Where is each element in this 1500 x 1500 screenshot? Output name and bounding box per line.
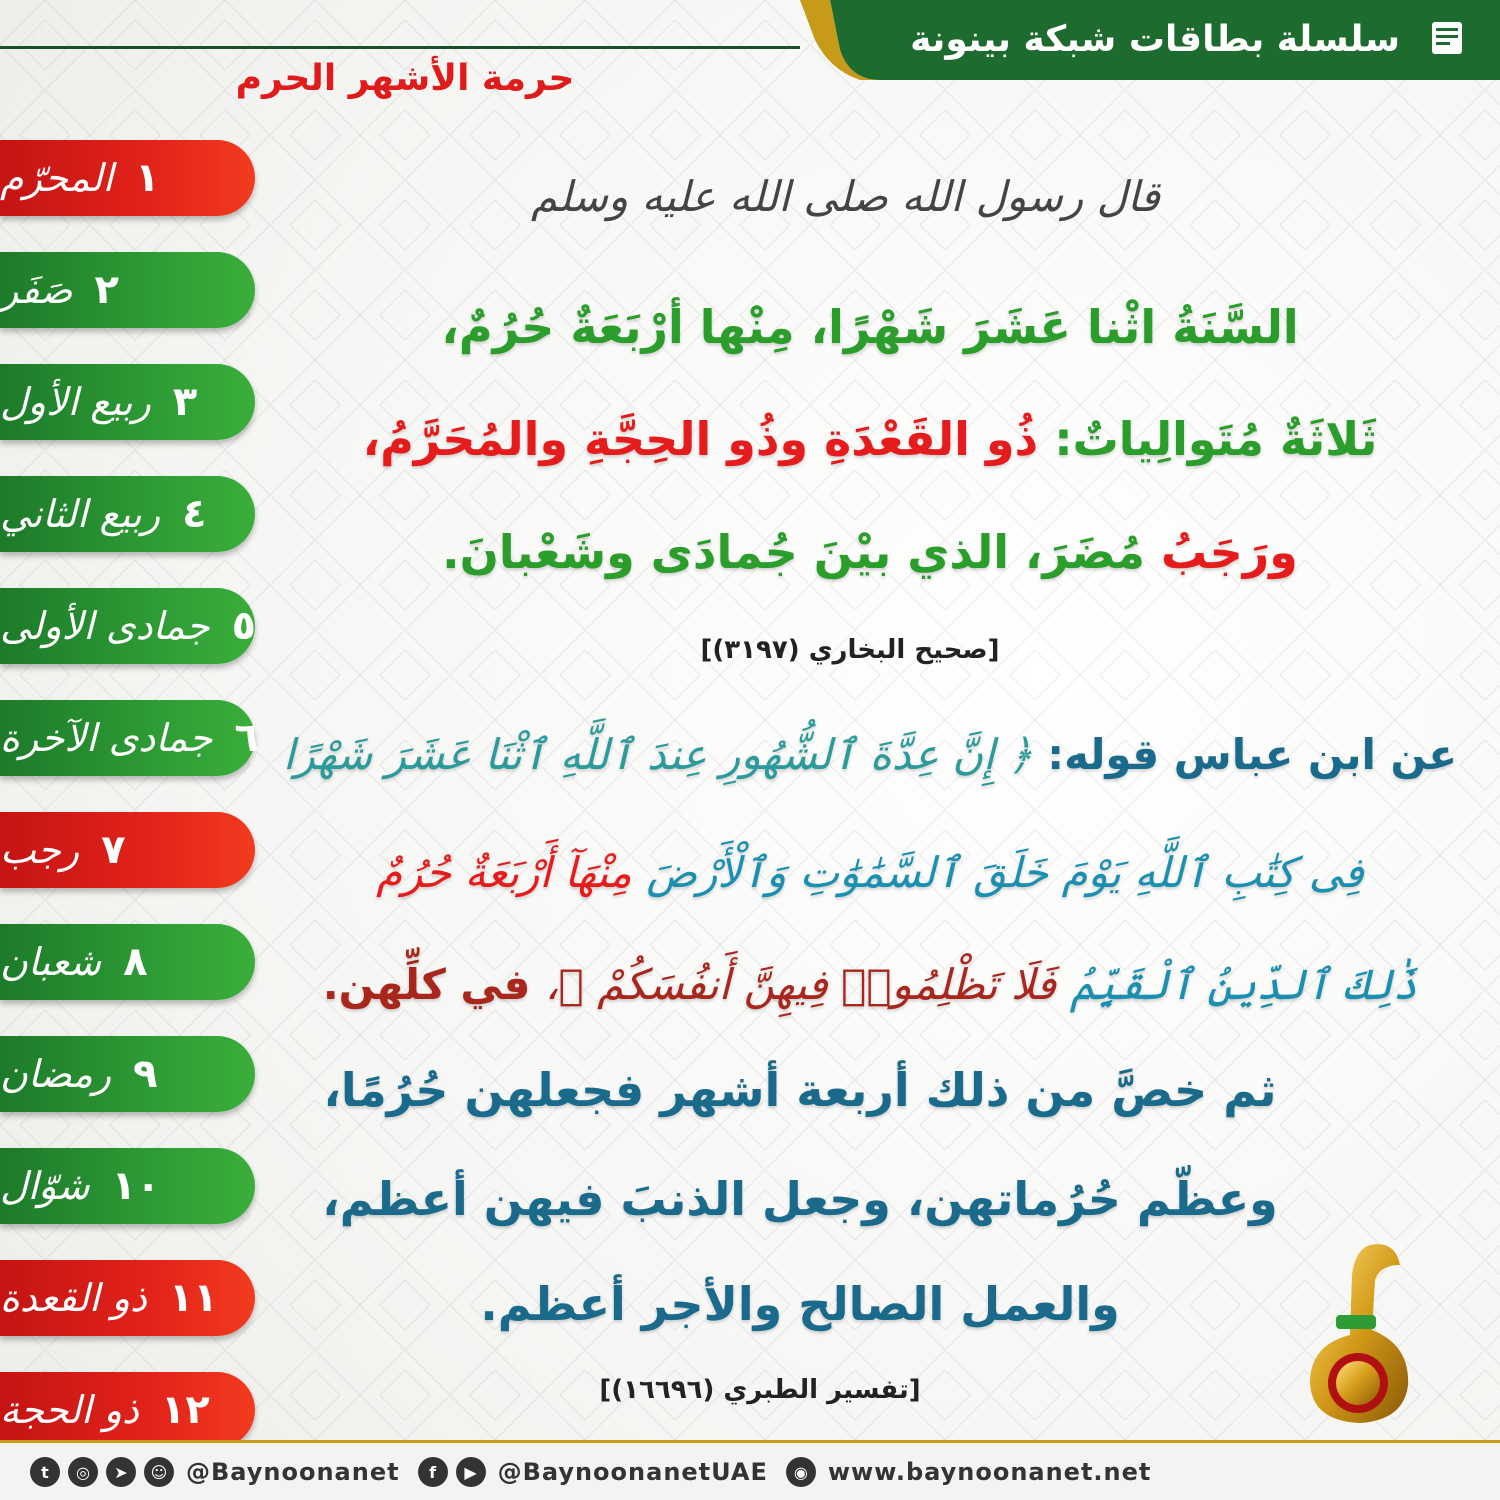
topic-title: حرمة الأشهر الحرم [235, 58, 575, 99]
month-number: ٢ [94, 267, 119, 313]
month-pill [0, 364, 255, 440]
month-name: ذو القعدة [0, 1276, 147, 1320]
twitter-icon[interactable]: t [30, 1457, 60, 1487]
month-number: ٧ [101, 827, 126, 873]
month-number: ٤ [182, 491, 207, 537]
hadith-line-2-b: ذُو القَعْدَةِ وذُو الحِجَّةِ والمُحَرَّمُ، [362, 412, 1039, 466]
month-pill [0, 700, 259, 776]
month-pill [0, 812, 255, 888]
quran-verse-3-a: ذَٰلِكَ ٱلدِّينُ ٱلْقَيِّمُ [1070, 960, 1418, 1009]
facebook-icon[interactable]: f [418, 1457, 448, 1487]
month-name: ربيع الثاني [0, 492, 161, 536]
tafsir-line-1 [270, 730, 1470, 779]
month-name: رمضان [0, 1052, 112, 1096]
month-pill [0, 476, 255, 552]
telegram-icon[interactable]: ➤ [106, 1457, 136, 1487]
youtube-icon[interactable]: ▶ [456, 1457, 486, 1487]
tafsir-line-4: ثم خصَّ من ذلك أربعة أشهر فجعلهن حُرُمًا، [323, 1063, 1277, 1117]
hadith-line-2 [270, 412, 1470, 466]
quran-verse-2-a: فِى كِتَٰبِ ٱللَّهِ يَوْمَ خَلَقَ ٱلسَّمَٰوَٰتِ وَٱلْأَرْضَ [646, 848, 1364, 897]
snapchat-icon[interactable]: ☺ [144, 1457, 174, 1487]
hadith-line-3 [270, 525, 1470, 579]
series-title: سلسلة بطاقات شبكة بينونة [910, 19, 1400, 60]
month-number: ٨ [123, 939, 148, 985]
month-number: ١١ [168, 1275, 218, 1321]
tafsir-line-6: والعمل الصالح والأجر أعظم. [480, 1277, 1120, 1331]
web-icon[interactable]: ◉ [786, 1457, 816, 1487]
header-divider [0, 46, 800, 49]
tafsir-line-3 [270, 960, 1470, 1009]
tafsir-line-5: وعظّم حُرُماتهن، وجعل الذنبَ فيهن أعظم، [322, 1172, 1278, 1226]
footer-links [30, 1452, 1161, 1492]
tafsir-in-all: في كلِّهن. [322, 960, 531, 1009]
month-name: المحرّم [0, 156, 114, 200]
month-number: ١٠ [111, 1163, 161, 1209]
month-pill [0, 588, 255, 664]
month-number: ٩ [133, 1051, 158, 1097]
month-number: ١ [135, 155, 160, 201]
month-name: صَفَر [0, 268, 73, 312]
handle-baynoonanet[interactable]: @Baynoonanet [186, 1458, 400, 1486]
month-name: رجب [0, 828, 80, 872]
hadith-source: [صحيح البخاري (٣١٩٧)] [700, 635, 1000, 665]
month-number: ٣ [172, 379, 198, 425]
tafsir-lead: عن ابن عباس قوله: [1047, 730, 1458, 779]
month-pill [0, 1372, 255, 1448]
quran-verse-2-b: مِنْهَآ أَرْبَعَةٌ حُرُمٌ [376, 848, 632, 897]
month-pill [0, 252, 255, 328]
month-name: شعبان [0, 940, 102, 984]
month-name: جمادى الآخرة [0, 716, 213, 760]
prophet-said-calligraphy: قال رسول الله صلى الله عليه وسلم [530, 172, 1160, 221]
hadith-line-3-a: ورَجَبُ [1160, 525, 1298, 579]
book-icon [1424, 14, 1470, 60]
hadith-line-2-a: ثَلاثَةٌ مُتَوالِياتٌ: [1054, 412, 1378, 466]
quran-verse-3-b: فَلَا تَظْلِمُوا۟ فِيهِنَّ أَنفُسَكُمْ ﴾، [545, 960, 1057, 1009]
month-name: ذو الحجة [0, 1388, 139, 1432]
hadith-line-1: السَّنَةُ اثْنا عَشَرَ شَهْرًا، مِنْها أرْبَعَةٌ حُرُمٌ، [441, 300, 1299, 354]
tafsir-line-2 [270, 848, 1470, 897]
month-number: ٦ [234, 715, 259, 761]
month-name: شوّال [0, 1164, 90, 1208]
month-number: ١٢ [160, 1387, 210, 1433]
hadith-line-3-b: مُضَرَ، الذي بيْنَ جُمادَى وشَعْبانَ. [442, 525, 1145, 579]
handle-baynoonanetuae[interactable]: @BaynoonanetUAE [497, 1458, 768, 1486]
baynoona-logo [1300, 1235, 1420, 1425]
month-name: ربيع الأول [0, 380, 151, 424]
tafsir-source: [تفسير الطبري (١٦٦٩٦)] [599, 1375, 921, 1405]
month-pill [0, 924, 255, 1000]
instagram-icon[interactable]: ◎ [68, 1457, 98, 1487]
footer-divider [0, 1440, 1500, 1443]
month-name: جمادى الأولى [0, 604, 210, 648]
month-pill [0, 140, 255, 216]
website-link[interactable]: www.baynoonanet.net [827, 1458, 1152, 1486]
quran-verse-1: ﴿ إِنَّ عِدَّةَ ٱلشُّهُورِ عِندَ ٱللَّهِ ٱثْنَا عَشَرَ شَهْرًا [282, 730, 1033, 779]
month-number: ٥ [231, 603, 257, 649]
